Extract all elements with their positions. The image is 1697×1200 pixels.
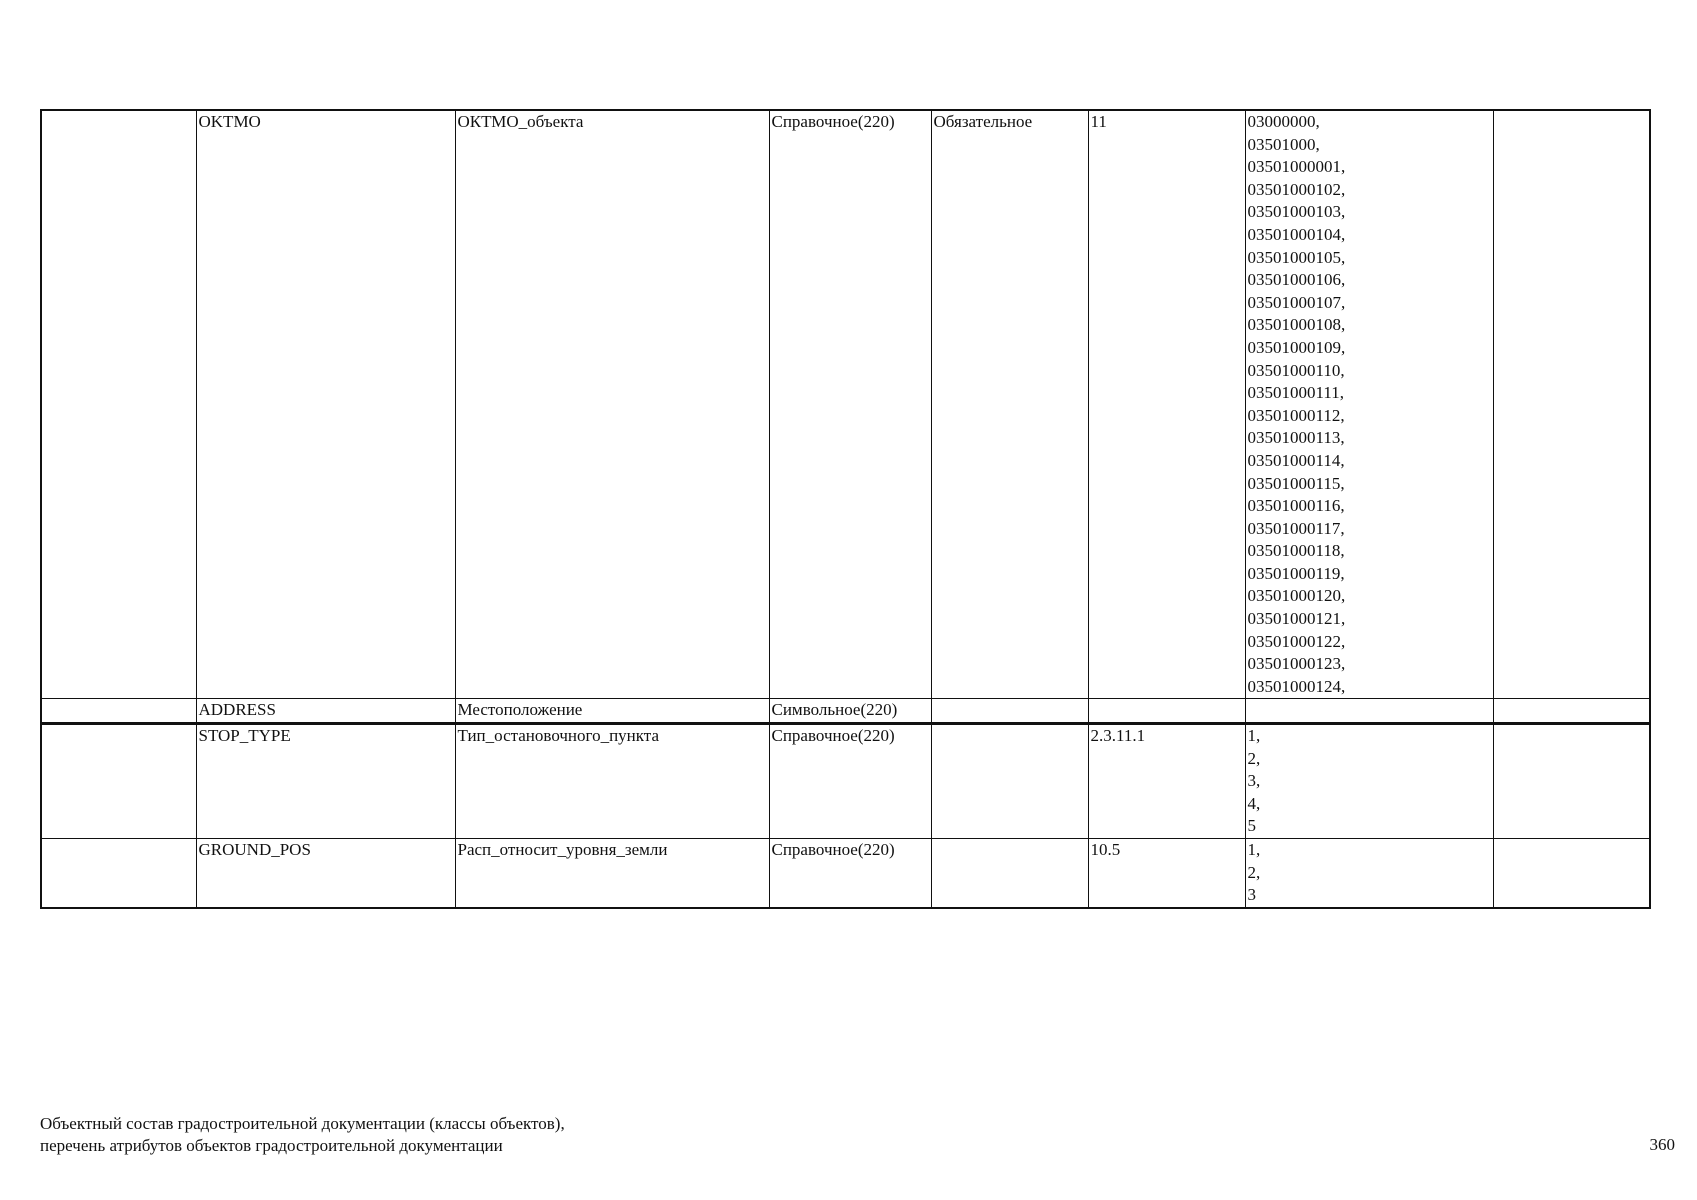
classifier-cell: 10.5	[1088, 839, 1245, 908]
value-line: 4,	[1247, 793, 1261, 813]
required-cell	[931, 699, 1088, 724]
classifier-cell: 2.3.11.1	[1088, 724, 1245, 839]
value-line: 03501000120,	[1247, 586, 1346, 606]
values-cell	[1245, 110, 1493, 699]
required-cell	[931, 724, 1088, 839]
field-name-cell: GROUND_POS	[196, 839, 455, 908]
value-line: 3	[1247, 885, 1256, 905]
value-line: 03501000115,	[1247, 473, 1345, 493]
value-line: 03501000114,	[1247, 450, 1345, 470]
row-number-cell	[41, 839, 196, 908]
value-line: 03501000108,	[1247, 315, 1346, 335]
value-line: 03501000001,	[1247, 157, 1346, 177]
classifier-cell	[1088, 699, 1245, 724]
value-line: 03501000116,	[1247, 496, 1345, 516]
classifier-cell: 11	[1088, 110, 1245, 699]
attributes-table	[40, 109, 1651, 909]
value-line: 5	[1247, 816, 1256, 836]
value-line: 2,	[1247, 748, 1261, 768]
field-name-cell: STOP_TYPE	[196, 724, 455, 839]
value-line: 03000000,	[1247, 112, 1320, 131]
value-line: 03501000124,	[1247, 676, 1346, 696]
value-line: 03501000119,	[1247, 563, 1345, 583]
value-line: 1,	[1247, 840, 1261, 859]
field-alias-cell: Тип_остановочного_пункта	[455, 724, 769, 839]
value-line: 03501000104,	[1247, 224, 1346, 244]
note-cell	[1493, 839, 1650, 908]
required-cell	[931, 839, 1088, 908]
value-line: 03501000117,	[1247, 518, 1345, 538]
value-line: 03501000121,	[1247, 609, 1346, 629]
row-number-cell	[41, 110, 196, 699]
field-type-cell: Справочное(220)	[769, 110, 931, 699]
field-name-cell: ADDRESS	[196, 699, 455, 724]
value-line: 03501000113,	[1247, 428, 1345, 448]
table-row	[41, 110, 1650, 699]
field-alias-cell: ОКТМО_объекта	[455, 110, 769, 699]
value-line: 03501000102,	[1247, 179, 1346, 199]
value-line: 3,	[1247, 771, 1261, 791]
field-type-cell: Справочное(220)	[769, 724, 931, 839]
note-cell	[1493, 110, 1650, 699]
field-type-cell: Справочное(220)	[769, 839, 931, 908]
value-line: 03501000111,	[1247, 383, 1344, 403]
table-row	[41, 724, 1650, 839]
field-alias-cell: Расп_относит_уровня_земли	[455, 839, 769, 908]
value-line: 03501000,	[1247, 134, 1320, 154]
footer-line-2: перечень атрибутов объектов градостроительной документации	[40, 1136, 503, 1155]
table-body	[41, 110, 1650, 908]
value-line: 03501000123,	[1247, 654, 1346, 674]
value-line: 03501000103,	[1247, 202, 1346, 222]
value-line: 03501000106,	[1247, 270, 1346, 290]
row-number-cell	[41, 699, 196, 724]
values-cell	[1245, 839, 1493, 908]
values-cell	[1245, 724, 1493, 839]
value-line: 03501000122,	[1247, 631, 1346, 651]
value-line: 03501000105,	[1247, 247, 1346, 267]
field-type-cell: Символьное(220)	[769, 699, 931, 724]
values-cell	[1245, 699, 1493, 724]
note-cell	[1493, 699, 1650, 724]
row-number-cell	[41, 724, 196, 839]
value-line: 2,	[1247, 862, 1261, 882]
table-row	[41, 839, 1650, 908]
value-line: 03501000109,	[1247, 337, 1346, 357]
footer-caption	[40, 1113, 565, 1157]
field-name-cell: OKTMO	[196, 110, 455, 699]
table-row	[41, 699, 1650, 724]
value-line: 03501000110,	[1247, 360, 1345, 380]
value-line: 1,	[1247, 726, 1261, 746]
value-line: 03501000107,	[1247, 292, 1346, 312]
page-number: 360	[1649, 1135, 1675, 1154]
note-cell	[1493, 724, 1650, 839]
value-line: 03501000112,	[1247, 405, 1345, 425]
field-alias-cell: Местоположение	[455, 699, 769, 724]
required-cell: Обязательное	[931, 110, 1088, 699]
value-line: 03501000118,	[1247, 541, 1345, 561]
footer-line-1: Объектный состав градостроительной документации (классы объектов),	[40, 1114, 565, 1133]
